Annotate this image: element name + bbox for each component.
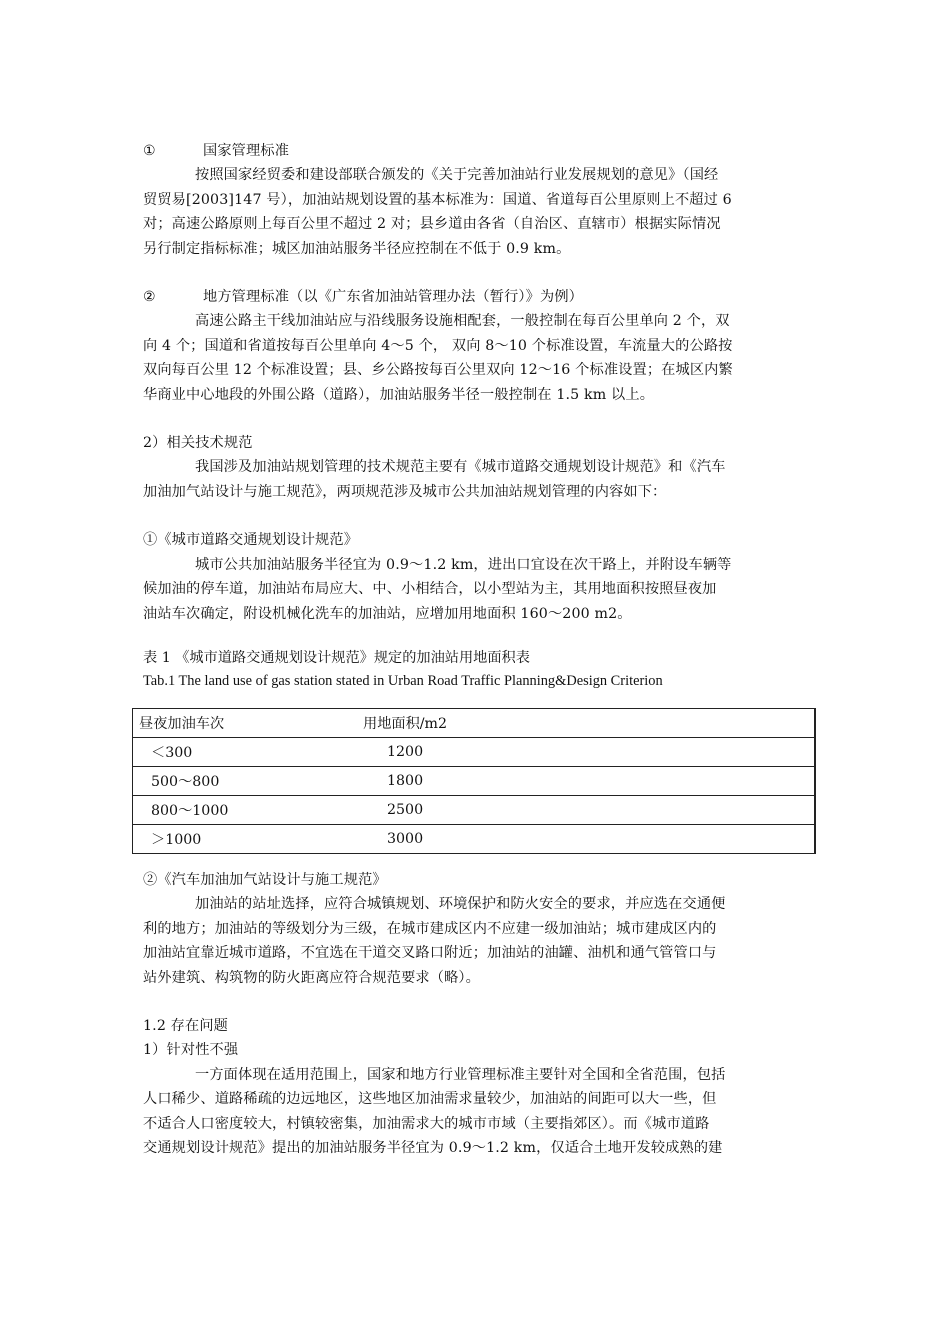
- land-use-table: [139, 708, 811, 854]
- paragraph-line: 利的地方；加油站的等级划分为三级，在城市建成区内不应建一级加油站；城市建成区内的: [143, 920, 717, 937]
- table-row: [133, 824, 816, 853]
- paragraph-line: 不适合人口密度较大，村镇较密集，加油需求大的城市市域（主要指郊区）。而《城市道路: [143, 1115, 710, 1132]
- section-title: 地方管理标准（以《广东省加油站管理办法（暂行）》为例）: [203, 289, 584, 306]
- paragraph-line: 对；高速公路原则上每百公里不超过 2 对；县乡道由各省（自治区、直辖市）根据实际情况: [143, 216, 721, 233]
- table-row: [133, 766, 816, 795]
- table-cell: ＞1000: [133, 824, 364, 853]
- section-heading-problems: 1.2 存在问题: [143, 1017, 229, 1034]
- paragraph-line: 加油站宜靠近城市道路，不宜选在干道交叉路口附近；加油站的油罐、油机和通气管管口与: [143, 945, 717, 962]
- table-header-row: [133, 708, 816, 737]
- section-heading-gas-station-spec: ②《汽车加油加气站设计与施工规范》: [143, 871, 387, 888]
- section-heading-national: [143, 139, 811, 163]
- table-caption-en: Tab.1 The land use of gas station stated in Urban Road Traffic Planning&Design Criterion: [143, 672, 663, 689]
- paragraph-line: 向 4 个；国道和省道按每百公里单向 4～5 个， 双向 8～10 个标准设置，车流量大的公路按: [143, 337, 733, 354]
- paragraph-line: 城市公共加油站服务半径宜为 0.9～1.2 km，进出口宜设在次干路上，并附设车辆等: [195, 556, 732, 573]
- paragraph-line: 另行制定指标标准；城区加油站服务半径应控制在不低于 0.9 km。: [143, 240, 571, 257]
- paragraph-line: 加油站的站址选择，应符合城镇规划、环境保护和防火安全的要求，并应选在交通便: [195, 896, 726, 913]
- paragraph-line: 高速公路主干线加油站应与沿线服务设施相配套，一般控制在每百公里单向 2 个，双: [195, 313, 730, 330]
- paragraph-line: 按照国家经贸委和建设部联合颁发的《关于完善加油站行业发展规划的意见》（国经: [195, 167, 719, 184]
- paragraph-line: 加油加气站设计与施工规范》，两项规范涉及城市公共加油站规划管理的内容如下：: [143, 483, 667, 500]
- paragraph-line: 候加油的停车道，加油站布局应大、中、小相结合，以小型站为主，其用地面积按照昼夜加: [143, 581, 717, 598]
- paragraph-line: 交通规划设计规范》提出的加油站服务半径宜为 0.9～1.2 km，仅适合土地开发较成熟的建: [143, 1139, 723, 1156]
- section-number: ①: [143, 143, 156, 159]
- table-caption-cn: 表 1 《城市道路交通规划设计规范》规定的加油站用地面积表: [143, 649, 530, 666]
- table-cell: 1200: [363, 737, 815, 766]
- paragraph-line: 一方面体现在适用范围上，国家和地方行业管理标准主要针对全国和全省范围，包括: [195, 1066, 726, 1083]
- table-cell: 3000: [363, 824, 815, 853]
- table-row: [133, 795, 816, 824]
- section-title: 国家管理标准: [203, 143, 290, 159]
- paragraph-line: 站外建筑、构筑物的防火距离应符合规范要求（略）。: [143, 969, 481, 986]
- paragraph-line: 华商业中心地段的外围公路（道路），加油站服务半径一般控制在 1.5 km 以上。: [143, 386, 655, 403]
- table-header-cell: 昼夜加油车次: [133, 708, 364, 737]
- subsection-heading: 1）针对性不强: [143, 1042, 239, 1059]
- section-number: ②: [143, 289, 156, 306]
- table-header-cell: 用地面积/m2: [363, 708, 815, 737]
- table-cell: 1800: [363, 766, 815, 795]
- section-heading-urban-road-spec: ①《城市道路交通规划设计规范》: [143, 532, 359, 549]
- document-page: [139, 139, 811, 1160]
- paragraph-line: 我国涉及加油站规划管理的技术规范主要有《城市道路交通规划设计规范》和《汽车: [195, 459, 726, 476]
- table-cell: 800～1000: [133, 795, 364, 824]
- table-cell: 500～800: [133, 766, 364, 795]
- paragraph-line: 人口稀少、道路稀疏的边远地区，这些地区加油需求量较少，加油站的间距可以大一些，但: [143, 1091, 717, 1108]
- paragraph-line: 贸贸易[2003]147 号），加油站规划设置的基本标准为：国道、省道每百公里原则上不超过 6: [143, 191, 732, 208]
- paragraph-line: 双向每百公里 12 个标准设置；县、乡公路按每百公里双向 12～16 个标准设置；在城区内繁: [143, 362, 733, 379]
- section-heading-local: [143, 285, 811, 309]
- table-row: [133, 737, 816, 766]
- section-heading-tech-specs: 2）相关技术规范: [143, 435, 253, 452]
- paragraph-line: 油站车次确定，附设机械化洗车的加油站，应增加用地面积 160～200 m2。: [143, 605, 632, 622]
- table-cell: 2500: [363, 795, 815, 824]
- table-cell: ＜300: [133, 737, 364, 766]
